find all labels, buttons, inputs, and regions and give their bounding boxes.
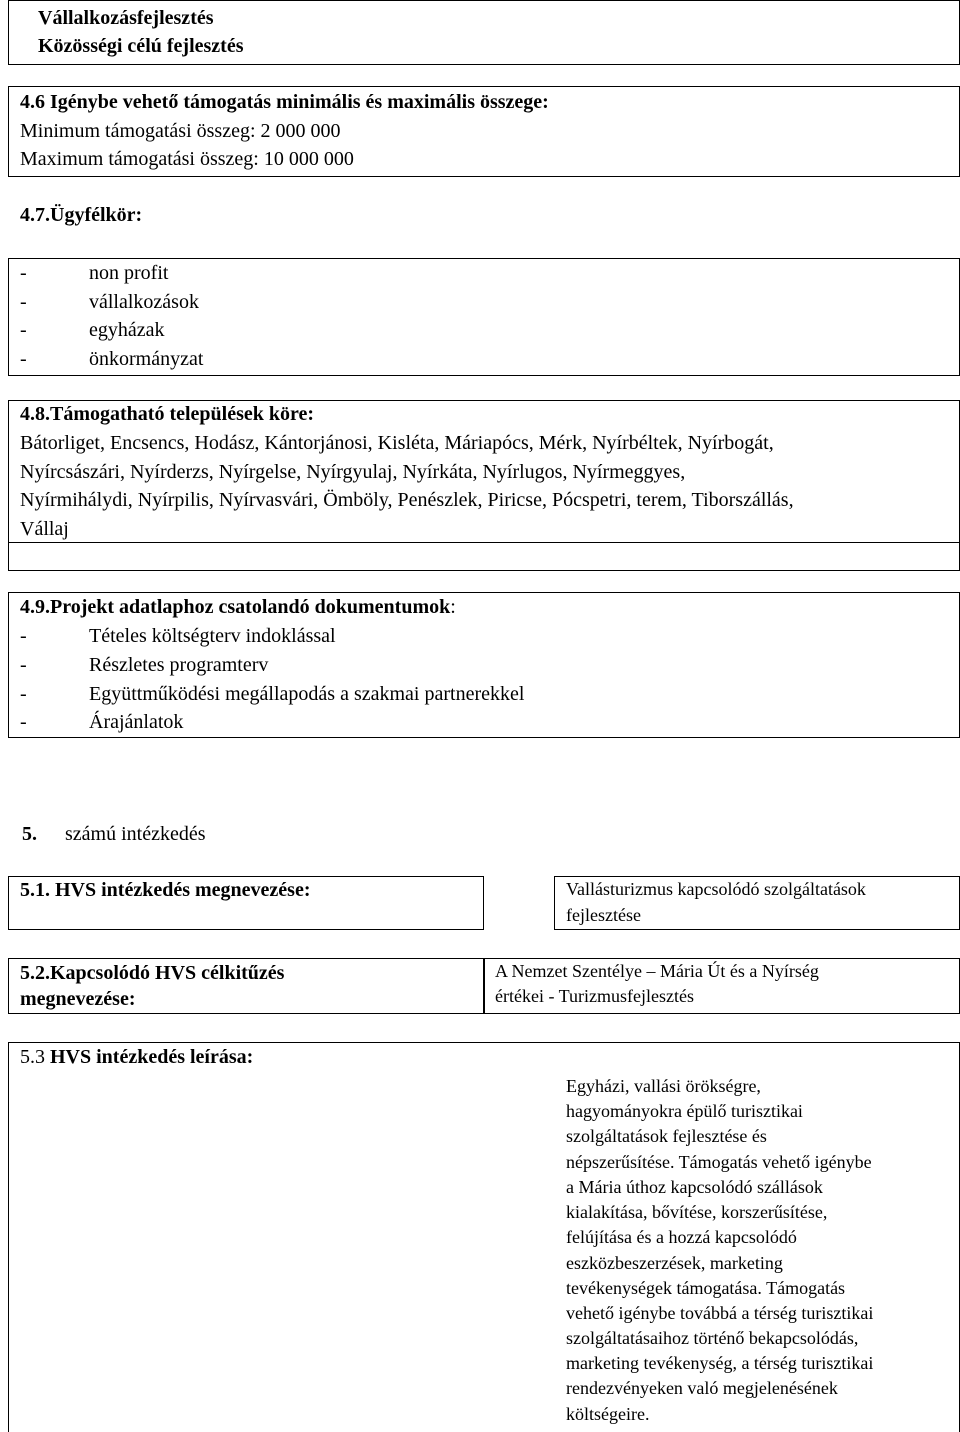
- list-item-text: Együttműködési megállapodás a szakmai partnerekkel: [89, 683, 525, 705]
- list-item: [20, 288, 199, 317]
- list-item-text: Részletes programterv: [89, 654, 269, 676]
- desc-line: hagyományokra épülő turisztikai: [566, 1101, 803, 1121]
- list-dash: -: [20, 291, 27, 313]
- list-dash: -: [20, 654, 27, 676]
- section-5-3-label-text: HVS intézkedés leírása:: [50, 1046, 254, 1068]
- section-5-1-value: fejlesztése: [566, 905, 641, 925]
- min-amount: Minimum támogatási összeg: 2 000 000: [20, 120, 341, 142]
- list-dash: -: [20, 683, 27, 705]
- section-5-2-value: értékei - Turizmusfejlesztés: [495, 986, 694, 1006]
- desc-line: marketing tevékenység, a térség turisztikai: [566, 1353, 874, 1373]
- section-4-6-title: 4.6 Igénybe vehető támogatás minimális és maximális összege:: [20, 91, 549, 113]
- section-5-3-label-num: 5.3: [20, 1046, 50, 1068]
- list-item: [20, 680, 525, 709]
- list-dash: -: [20, 262, 27, 284]
- desc-line: szolgáltatások fejlesztése és: [566, 1126, 767, 1146]
- list-item-text: egyházak: [89, 319, 165, 341]
- list-item-text: Tételes költségterv indoklással: [89, 625, 336, 647]
- settlements-line: Nyírmihálydi, Nyírpilis, Nyírvasvári, Ömböly, Penészlek, Piricse, Pócspetri, terem, Tiborszállás,: [20, 489, 794, 511]
- section-4-9-title-text: 4.9.Projekt adatlaphoz csatolandó dokumentumok: [20, 596, 451, 618]
- desc-line: népszerűsítése. Támogatás vehető igénybe: [566, 1152, 872, 1172]
- desc-line: eszközbeszerzések, marketing: [566, 1253, 783, 1273]
- desc-line: kialakítása, bővítése, korszerűsítése,: [566, 1202, 828, 1222]
- section-4-9-title: [20, 593, 456, 622]
- section-4-7-title: 4.7.Ügyfélkör:: [20, 204, 143, 226]
- desc-line: költségeire.: [566, 1404, 650, 1424]
- list-dash: -: [20, 711, 27, 733]
- top-line-2: Közösségi célú fejlesztés: [38, 35, 244, 57]
- list-item: [20, 345, 204, 374]
- list-item-text: vállalkozások: [89, 291, 199, 313]
- desc-line: Egyházi, vallási örökségre,: [566, 1076, 761, 1096]
- list-dash: -: [20, 319, 27, 341]
- list-item-text: non profit: [89, 262, 169, 284]
- section-5-3-label: [20, 1043, 253, 1072]
- desc-line: rendezvényeken való megjelenésének: [566, 1378, 838, 1398]
- desc-line: tevékenységek támogatása. Támogatás: [566, 1278, 846, 1298]
- settlements-line: Nyírcsászári, Nyírderzs, Nyírgelse, Nyírgyulaj, Nyírkáta, Nyírlugos, Nyírmeggyes,: [20, 461, 686, 483]
- measure-label: számú intézkedés: [65, 823, 206, 845]
- desc-line: szolgáltatásaihoz történő bekapcsolódás,: [566, 1328, 859, 1348]
- section-4-9-colon: :: [450, 596, 456, 618]
- max-amount: Maximum támogatási összeg: 10 000 000: [20, 148, 354, 170]
- list-item: [20, 622, 336, 651]
- desc-line: vehető igénybe továbbá a térség turisztikai: [566, 1303, 874, 1323]
- section-5-2-value: A Nemzet Szentélye – Mária Út és a Nyírség: [495, 961, 819, 981]
- measure-number: 5.: [22, 823, 37, 845]
- list-dash: -: [20, 625, 27, 647]
- section-5-1-label: 5.1. HVS intézkedés megnevezése:: [20, 879, 311, 901]
- list-item: [20, 316, 165, 345]
- section-5-2-label: megnevezése:: [20, 988, 136, 1010]
- top-line-1: Vállalkozásfejlesztés: [38, 7, 214, 29]
- list-dash: -: [20, 348, 27, 370]
- section-4-8-title: 4.8.Támogatható települések köre:: [20, 403, 315, 425]
- list-item: [20, 651, 269, 680]
- section-4-8-divider: [8, 542, 960, 543]
- section-5-1-value: Vallásturizmus kapcsolódó szolgáltatások: [566, 879, 866, 899]
- desc-line: felújítása és a hozzá kapcsolódó: [566, 1227, 797, 1247]
- list-item: [20, 708, 184, 737]
- settlements-line: Bátorliget, Encsencs, Hodász, Kántorjánosi, Kisléta, Máriapócs, Mérk, Nyírbéltek, Nyírbogát,: [20, 432, 774, 454]
- section-5-2-label: 5.2.Kapcsolódó HVS célkitűzés: [20, 962, 285, 984]
- list-item-text: Árajánlatok: [89, 711, 184, 733]
- list-item: [20, 259, 169, 288]
- desc-line: a Mária úthoz kapcsolódó szállások: [566, 1177, 823, 1197]
- list-item-text: önkormányzat: [89, 348, 204, 370]
- settlements-line: Vállaj: [20, 518, 69, 540]
